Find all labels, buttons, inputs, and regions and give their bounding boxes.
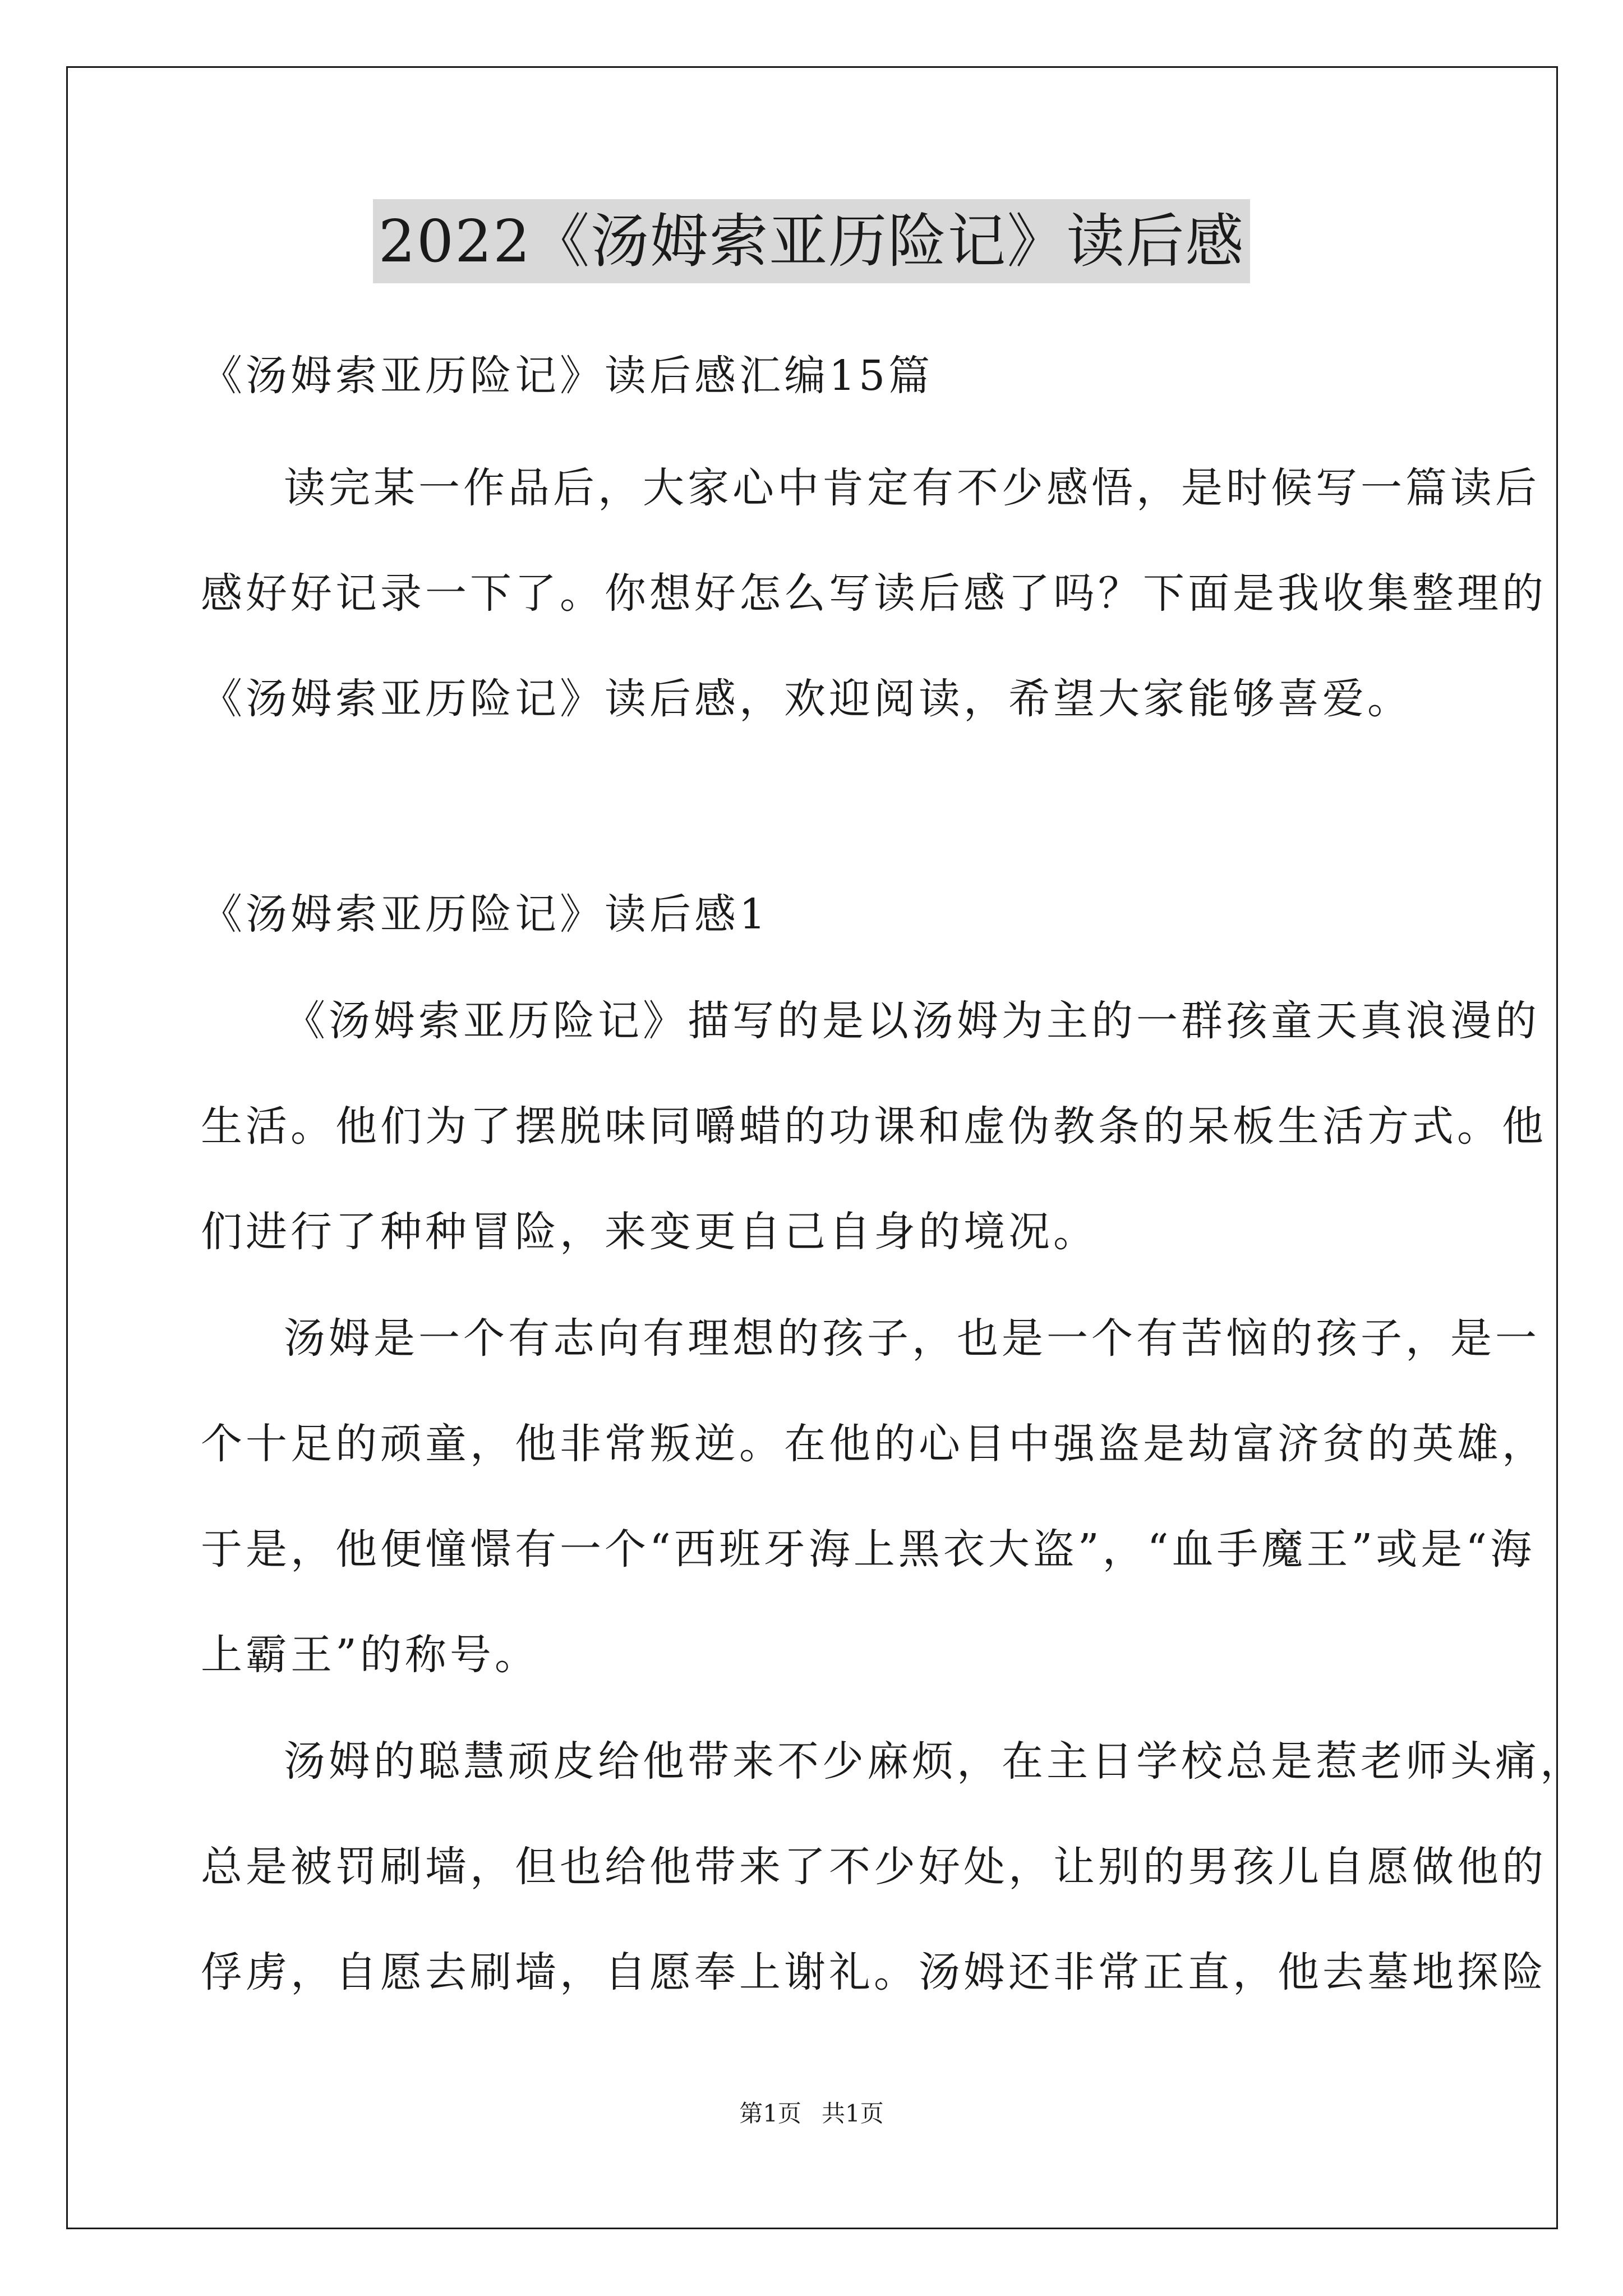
paragraph2-line-3: 于是，他便憧憬有一个“西班牙海上黑衣大盗”，“血手魔王”或是“海 [201,1525,1536,1573]
section-heading: 《汤姆索亚历险记》读后感1 [201,890,769,938]
paragraph1-line-1: 《汤姆索亚历险记》描写的是以汤姆为主的一群孩童天真浪漫的 [284,997,1540,1045]
paragraph3-line-1: 汤姆的聪慧顽皮给他带来不少麻烦，在主日学校总是惹老师头痛， [284,1737,1585,1786]
page-total: 共1页 [822,2100,884,2127]
intro-line-2: 感好好记录一下了。你想好怎么写读后感了吗？下面是我收集整理的 [201,569,1547,618]
intro-line-3: 《汤姆索亚历险记》读后感，欢迎阅读，希望大家能够喜爱。 [201,675,1412,723]
page-number: 第1页 [739,2100,801,2127]
intro-line-1: 读完某一作品后，大家心中肯定有不少感悟，是时候写一篇读后 [284,464,1540,512]
title-container [0,199,1623,283]
paragraph1-line-2: 生活。他们为了摆脱味同嚼蜡的功课和虚伪教条的呆板生活方式。他 [201,1102,1547,1151]
document-title: 2022《汤姆索亚历险记》读后感 [373,199,1251,283]
paragraph3-line-3: 俘虏，自愿去刷墙，自愿奉上谢礼。汤姆还非常正直，他去墓地探险 [201,1948,1547,1996]
document-subtitle: 《汤姆索亚历险记》读后感汇编15篇 [201,352,934,400]
paragraph2-line-2: 个十足的顽童，他非常叛逆。在他的心目中强盗是劫富济贫的英雄， [201,1420,1547,1468]
page-footer [0,2097,1623,2131]
paragraph2-line-4: 上霸王”的称号。 [201,1631,540,1679]
paragraph1-line-3: 们进行了种种冒险，来变更自己自身的境况。 [201,1208,1098,1256]
paragraph2-line-1: 汤姆是一个有志向有理想的孩子，也是一个有苦恼的孩子，是一 [284,1314,1540,1363]
paragraph3-line-2: 总是被罚刷墙，但也给他带来了不少好处，让别的男孩儿自愿做他的 [201,1843,1547,1891]
